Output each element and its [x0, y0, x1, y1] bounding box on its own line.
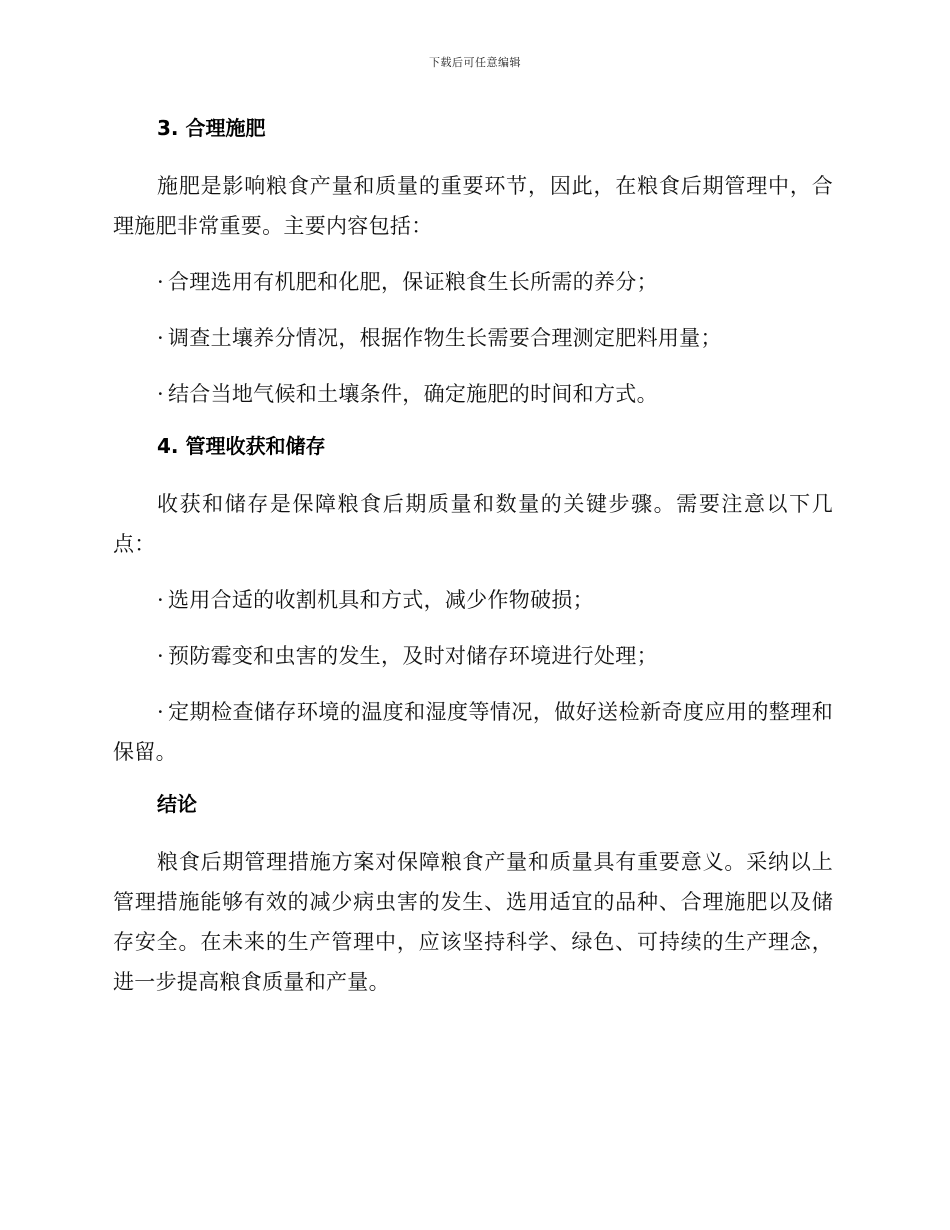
bullet-text: 结合当地气候和土壤条件，确定施肥的时间和方式。 — [167, 382, 658, 406]
bullet-marker: · — [157, 644, 164, 668]
section-3-heading: 3. 合理施肥 — [157, 116, 266, 140]
document-body — [113, 112, 833, 1018]
conclusion-heading: 结论 — [157, 792, 197, 816]
bullet-marker: · — [157, 326, 164, 350]
section-4-heading: 4. 管理收获和储存 — [157, 434, 326, 458]
bullet-text: 预防霉变和虫害的发生，及时对储存环境进行处理； — [167, 644, 658, 668]
bullet-marker: · — [157, 382, 164, 406]
section-3-bullet-3 — [113, 374, 833, 414]
header-note: 下载后可任意编辑 — [429, 56, 521, 69]
section-3-bullet-2 — [113, 318, 833, 358]
bullet-text: 合理选用有机肥和化肥，保证粮食生长所需的养分； — [167, 270, 658, 294]
bullet-text: 定期检查储存环境的温度和湿度等情况，做好送检新奇度应用的整理和保留。 — [113, 700, 833, 764]
bullet-marker: · — [157, 588, 164, 612]
conclusion-body: 粮食后期管理措施方案对保障粮食产量和质量具有重要意义。采纳以上管理措施能够有效的减少病虫害的发生、选用适宜的品种、合理施肥以及储存安全。在未来的生产管理中，应该坚持科学、绿色、可持续的生产理念，进一步提高粮食质量和产量。 — [113, 850, 833, 994]
section-4-intro: 收获和储存是保障粮食后期质量和数量的关键步骤。需要注意以下几点： — [113, 492, 833, 556]
bullet-marker: · — [157, 270, 164, 294]
bullet-text: 调查土壤养分情况，根据作物生长需要合理测定肥料用量； — [167, 326, 722, 350]
section-4-bullet-1 — [113, 580, 833, 620]
section-3-intro: 施肥是影响粮食产量和质量的重要环节，因此，在粮食后期管理中，合理施肥非常重要。主要内容包括： — [113, 174, 833, 238]
bullet-text: 选用合适的收割机具和方式，减少作物破损； — [167, 588, 594, 612]
section-3-bullet-1 — [113, 262, 833, 302]
section-4-bullet-2 — [113, 636, 833, 676]
section-4-bullet-3 — [113, 692, 833, 772]
bullet-marker: · — [157, 700, 164, 724]
